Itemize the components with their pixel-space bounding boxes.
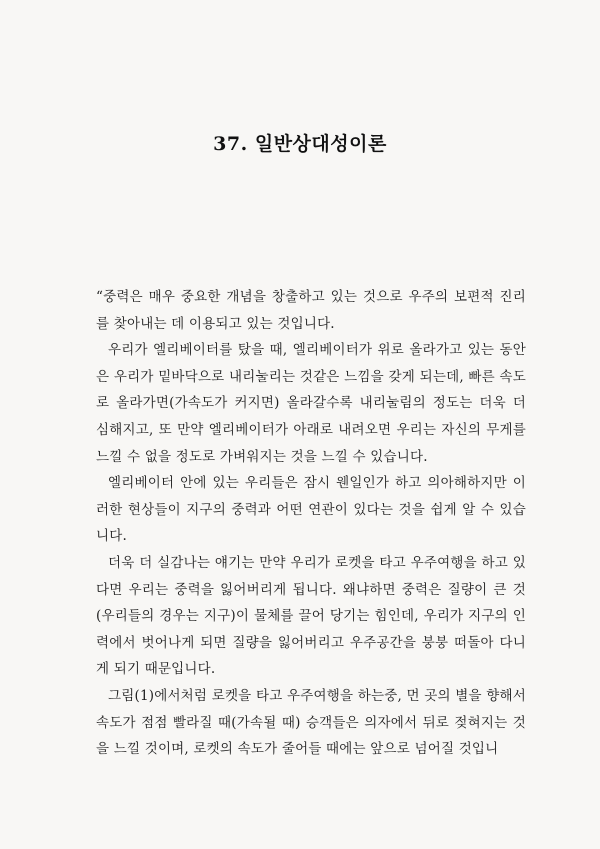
paragraph-4: 더욱 더 실감나는 얘기는 만약 우리가 로켓을 타고 우주여행을 하고 있다면 우리는 중력을 잃어버리게 됩니다. 왜냐하면 중력은 질량이 큰 것(우리들의 경우는 지구)이 물체를 끌어 당기는 힘인데, 우리가 지구의 인력에서 벗어나게 되면 질량을 잃어버리고 우주공간을 붕붕 떠돌아 다니게 되기 때문입니다. xyxy=(96,554,526,678)
document-body xyxy=(96,284,526,763)
page-title: 37. 일반상대성이론 xyxy=(213,132,387,155)
paragraph-5: 그림(1)에서처럼 로켓을 타고 우주여행을 하는중, 먼 곳의 별을 향해서 속도가 점점 빨라질 때(가속될 때) 승객들은 의자에서 뒤로 젖혀지는 것을 느낄 것이며, 로켓의 속도가 줄어들 때에는 앞으로 넘어질 것입니 xyxy=(96,687,526,758)
paragraph-3: 엘리베이터 안에 있는 우리들은 잠시 웬일인가 하고 의아해하지만 이러한 현상들이 지구의 중력과 어떤 연관이 있다는 것을 쉽게 알 수 있습니다. xyxy=(96,475,526,545)
paragraph-1: “중력은 매우 중요한 개념을 창출하고 있는 것으로 우주의 보편적 진리를 찾아내는 데 이용되고 있는 것입니다. xyxy=(96,289,526,332)
bleed-through-text xyxy=(98,70,518,81)
paragraph-2: 우리가 엘리베이터를 탔을 때, 엘리베이터가 위로 올라가고 있는 동안은 우리가 밑바닥으로 내리눌리는 것같은 느낌을 갖게 되는데, 빠른 속도로 올라가면(가속도가 커지면) 올라갈수록 내리눌림의 정도는 더욱 더 심해지고, 또 만약 엘리베이터가 아래로 내려오면 우리는 자신의 무게를 느낄 수 없을 정도로 가벼워지는 것을 느낄 수 있습니다. xyxy=(96,342,526,465)
